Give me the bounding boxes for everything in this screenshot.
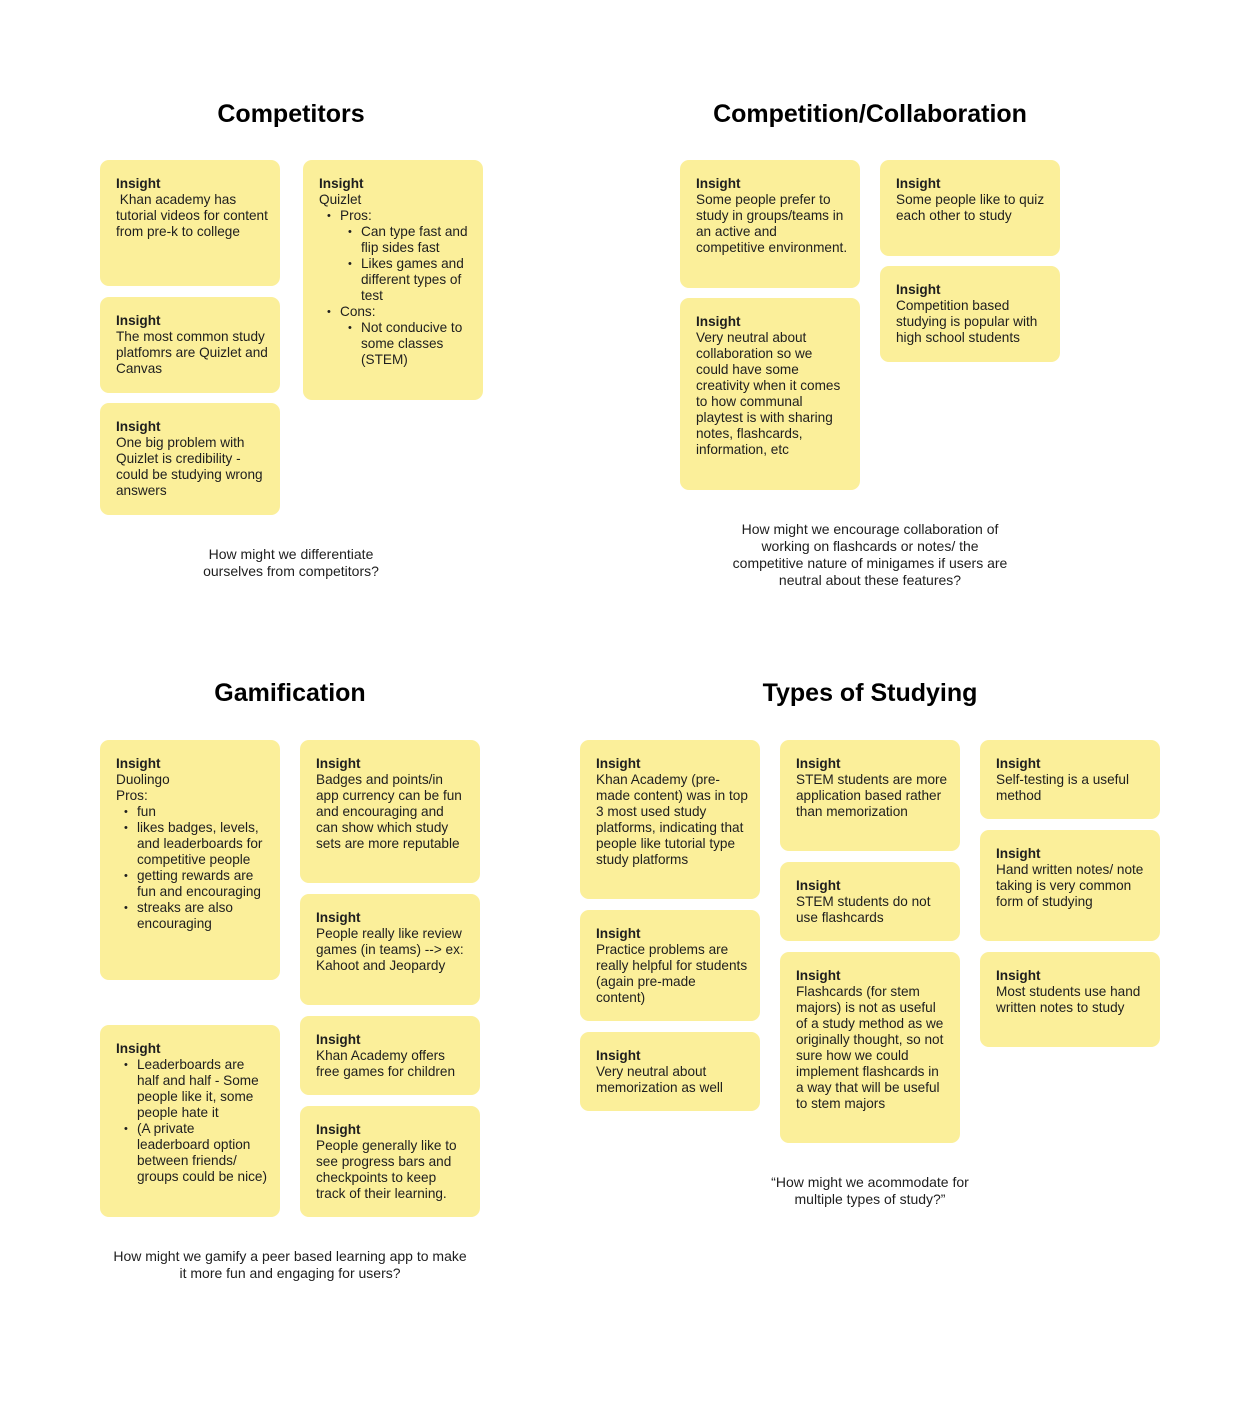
section-title-competition: Competition/Collaboration: [713, 100, 1027, 128]
list-item: • fun: [137, 804, 268, 820]
note-label: Insight: [596, 756, 641, 771]
sticky-note-leaderboards[interactable]: [100, 1025, 280, 1217]
sticky-note-quiz-each-other[interactable]: [880, 160, 1060, 256]
note-text: Hand written notes/ note taking is very common form of studying: [996, 862, 1144, 909]
note-text: Badges and points/in app currency can be fun and encouraging and can show which study sets are more reputable: [316, 772, 462, 851]
sticky-note-memorization[interactable]: [580, 1032, 760, 1111]
sticky-note-badges-points[interactable]: [300, 740, 480, 883]
sticky-note-quizlet-pros-cons[interactable]: [303, 160, 483, 400]
note-text: Flashcards (for stem majors) is not as useful of a study method as we originally thought, so not sure how we could implement flashcards in a way that will be useful to stem majors: [796, 984, 944, 1111]
list-item: • Can type fast and flip sides fast: [361, 224, 471, 256]
note-text: The most common study platfomrs are Quizlet and Canvas: [116, 329, 268, 376]
note-text: Practice problems are really helpful for students (again pre-made content): [596, 942, 748, 1005]
list-item: • likes badges, levels, and leaderboards for competitive people: [137, 820, 268, 868]
sticky-note-review-games[interactable]: [300, 894, 480, 1005]
note-label: Insight: [996, 756, 1041, 771]
note-label: Insight: [696, 176, 741, 191]
sticky-note-duolingo[interactable]: [100, 740, 280, 980]
note-text: Self-testing is a useful method: [996, 772, 1129, 803]
sticky-note-stem-no-flashcards[interactable]: [780, 862, 960, 941]
note-text: Some people prefer to study in groups/teams in an active and competitive environment.: [696, 192, 848, 255]
note-text: Most students use hand written notes to study: [996, 984, 1141, 1015]
note-label: Insight: [116, 756, 161, 771]
note-label: Insight: [116, 176, 161, 191]
note-label: Insight: [696, 314, 741, 329]
note-label: Insight: [796, 878, 841, 893]
note-label: Insight: [316, 1032, 361, 1047]
section-title-gamification: Gamification: [214, 679, 366, 707]
sticky-note-free-games[interactable]: [300, 1016, 480, 1095]
note-text: People really like review games (in teams) --> ex: Kahoot and Jeopardy: [316, 926, 464, 973]
note-label: Insight: [596, 926, 641, 941]
note-title: Quizlet: [319, 192, 362, 207]
sticky-note-self-testing[interactable]: [980, 740, 1160, 819]
sticky-note-handwritten-notes[interactable]: [980, 830, 1160, 941]
note-label: Insight: [316, 910, 361, 925]
sticky-note-high-school[interactable]: [880, 266, 1060, 362]
sticky-note-khan-tutorials[interactable]: [100, 160, 280, 286]
sticky-note-common-platforms[interactable]: [100, 297, 280, 393]
section-title-types-of-studying: Types of Studying: [762, 679, 978, 707]
leaderboard-list: [116, 1057, 268, 1185]
note-label: Insight: [116, 419, 161, 434]
sticky-note-study-groups[interactable]: [680, 160, 860, 288]
hmw-question-gamification: How might we gamify a peer based learning app to make it more fun and engaging for users?: [113, 1248, 467, 1281]
sticky-note-quizlet-credibility[interactable]: [100, 403, 280, 515]
note-text: Khan Academy offers free games for children: [316, 1048, 456, 1079]
note-text: STEM students are more application based rather than memorization: [796, 772, 948, 819]
note-text: Khan Academy (pre-made content) was in top 3 most used study platforms, indicating that people like tutorial type study platforms: [596, 772, 748, 867]
note-label: Insight: [116, 313, 161, 328]
note-label: Insight: [316, 756, 361, 771]
sticky-note-practice-problems[interactable]: [580, 910, 760, 1021]
pros-heading: • Pros: • Can type fast and flip sides fast • Likes games and different types of test: [340, 208, 471, 304]
sticky-note-khan-top-platform[interactable]: [580, 740, 760, 899]
pros-list: [116, 804, 268, 932]
note-label: Insight: [896, 282, 941, 297]
sticky-note-flashcards-stem[interactable]: [780, 952, 960, 1143]
sticky-note-neutral-collaboration[interactable]: [680, 298, 860, 490]
note-text: STEM students do not use flashcards: [796, 894, 931, 925]
list-item: • getting rewards are fun and encouraging: [137, 868, 268, 900]
section-title-competitors: Competitors: [217, 100, 365, 128]
note-label: Insight: [796, 756, 841, 771]
pros-cons-list: [319, 208, 471, 368]
note-label: Insight: [116, 1041, 161, 1056]
pros-heading: Pros:: [116, 788, 148, 803]
sticky-note-progress-bars[interactable]: [300, 1106, 480, 1217]
note-label: Insight: [896, 176, 941, 191]
note-text: Some people like to quiz each other to study: [896, 192, 1045, 223]
list-item: • Likes games and different types of test: [361, 256, 471, 304]
note-text: One big problem with Quizlet is credibility - could be studying wrong answers: [116, 435, 263, 498]
list-item: • Not conducive to some classes (STEM): [361, 320, 471, 368]
note-label: Insight: [596, 1048, 641, 1063]
note-label: Insight: [319, 176, 364, 191]
note-text: Khan academy has tutorial videos for content from pre-k to college: [116, 192, 272, 239]
hmw-question-types: “How might we acommodate for multiple types of study?”: [771, 1174, 969, 1207]
note-label: Insight: [796, 968, 841, 983]
note-label: Insight: [996, 968, 1041, 983]
list-item: • (A private leaderboard option between friends/ groups could be nice): [137, 1121, 268, 1185]
note-text: Very neutral about collaboration so we could have some creativity when it comes to how communal playtest is with sharing notes, flashcards, information, etc: [696, 330, 841, 457]
note-text: Competition based studying is popular with high school students: [896, 298, 1038, 345]
list-item: • streaks are also encouraging: [137, 900, 268, 932]
note-text: Very neutral about memorization as well: [596, 1064, 723, 1095]
list-item: • Leaderboards are half and half - Some people like it, some people hate it: [137, 1057, 268, 1121]
cons-heading: • Cons: • Not conducive to some classes (STEM): [340, 304, 471, 368]
note-text: People generally like to see progress bars and checkpoints to keep track of their learning.: [316, 1138, 457, 1201]
note-title: Duolingo: [116, 772, 170, 787]
note-label: Insight: [996, 846, 1041, 861]
hmw-question-collaboration: How might we encourage collaboration of working on flashcards or notes/ the competitive nature of minigames if users are neutral about these features?: [732, 521, 1008, 588]
sticky-note-most-students[interactable]: [980, 952, 1160, 1047]
note-label: Insight: [316, 1122, 361, 1137]
hmw-question-competitors: How might we differentiate ourselves from competitors?: [203, 546, 379, 579]
sticky-note-stem-application[interactable]: [780, 740, 960, 851]
